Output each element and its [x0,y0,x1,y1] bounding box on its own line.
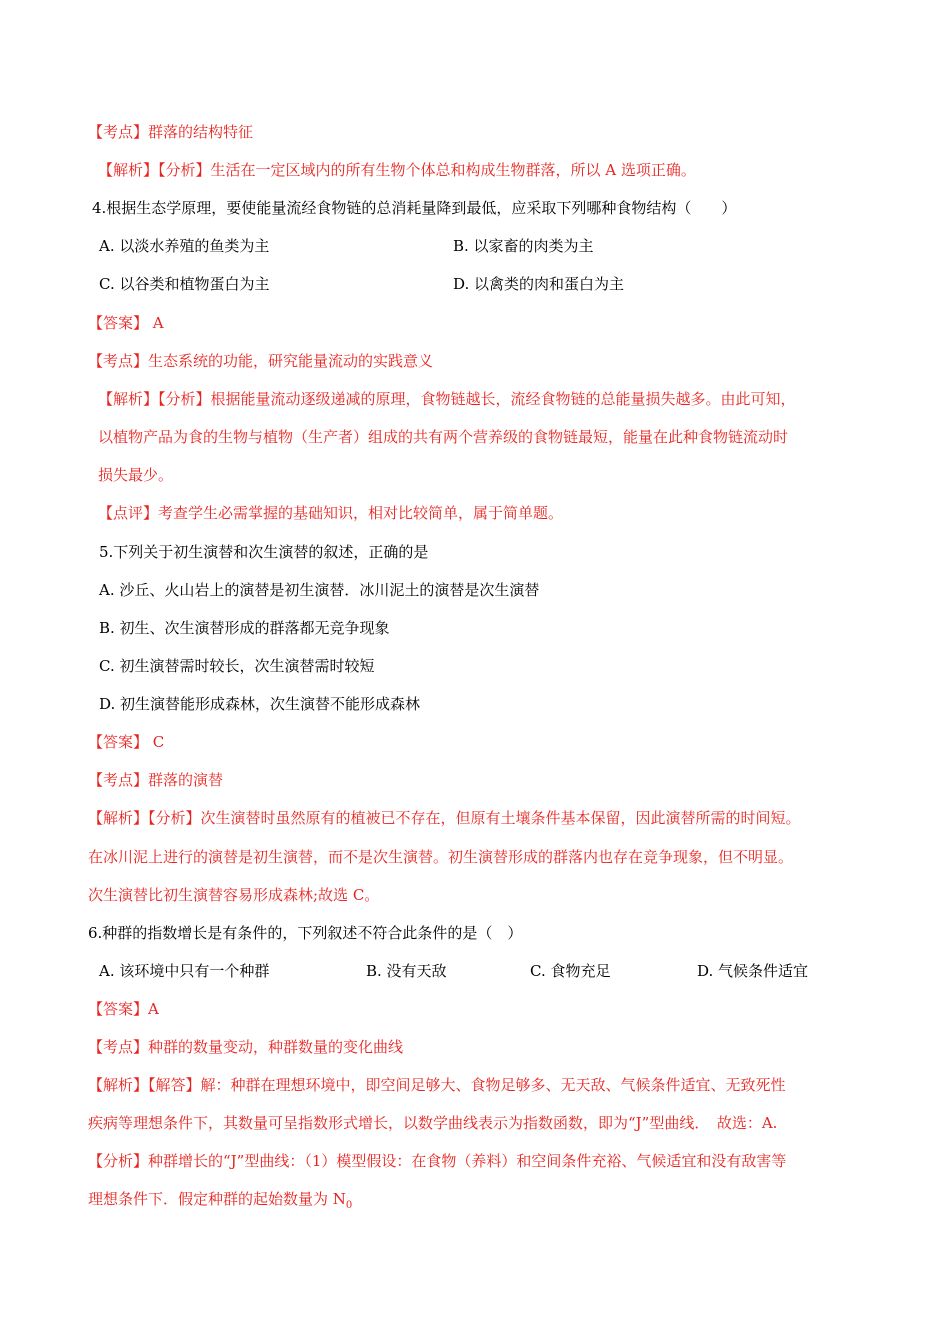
q4-kaodian: 【考点】生态系统的功能，研究能量流动的实践意义 [88,352,434,370]
q6-answer: 【答案】A [88,1000,159,1018]
q6-fenxi-line2-text: 理想条件下．假定种群的起始数量为 N [88,1190,346,1208]
q6-fenxi-line2 [88,1189,352,1216]
q5-jiexi-line3: 次生演替比初生演替容易形成森林;故选 C。 [88,886,380,904]
q5-option-b: B. 初生、次生演替形成的群落都无竞争现象 [99,619,390,637]
q4-jiexi-line2: 以植物产品为食的生物与植物（生产者）组成的共有两个营养级的食物链最短，能量在此种食物链流动时 [98,428,789,446]
q5-jiexi-line1: 【解析】【分析】次生演替时虽然原有的植被已不存在，但原有土壤条件基本保留，因此演替所需的时间短。 [88,809,801,827]
q6-option-c: C. 食物充足 [530,962,611,980]
q4-jiexi-line1: 【解析】【分析】根据能量流动逐级递减的原理，食物链越长，流经食物链的总能量损失越多。由此可知， [98,390,796,408]
q5-jiexi-line2: 在冰川泥上进行的演替是初生演替，而不是次生演替。初生演替形成的群落内也存在竞争现象，但不明显。 [88,848,794,866]
q5-kaodian: 【考点】群落的演替 [88,771,224,789]
q6-fenxi-line1: 【分析】种群增长的“J”型曲线：（1）模型假设：在食物（养料）和空间条件充裕、气候适宜和没有敌害等 [88,1152,787,1170]
q6-option-d: D. 气候条件适宜 [697,962,809,980]
q6-stem: 6.种群的指数增长是有条件的，下列叙述不符合此条件的是（ ） [88,924,523,942]
q4-option-c: C. 以谷类和植物蛋白为主 [99,275,270,293]
q6-jiexi-line2: 疾病等理想条件下，其数量可呈指数形式增长，以数学曲线表示为指数函数，即为“J”型曲线． 故选：A. [88,1114,778,1132]
q6-option-b: B. 没有天敌 [366,962,447,980]
q3-kaodian: 【考点】群落的结构特征 [88,123,254,141]
q5-option-a: A. 沙丘、火山岩上的演替是初生演替．冰川泥土的演替是次生演替 [99,581,540,599]
q5-stem: 5.下列关于初生演替和次生演替的叙述，正确的是 [99,543,429,561]
q4-jiexi-line3: 损失最少。 [98,466,174,484]
q4-dianping: 【点评】考查学生必需掌握的基础知识，相对比较简单，属于简单题。 [98,504,564,522]
q6-kaodian: 【考点】种群的数量变动，种群数量的变化曲线 [88,1038,404,1056]
q6-fenxi-subscript: 0 [345,1200,353,1211]
q4-option-d: D. 以禽类的肉和蛋白为主 [453,275,625,293]
q6-option-a: A. 该环境中只有一个种群 [99,962,270,980]
q5-option-c: C. 初生演替需时较长，次生演替需时较短 [99,657,375,675]
q4-answer: 【答案】 A [88,314,164,332]
q4-stem: 4.根据生态学原理，要使能量流经食物链的总消耗量降到最低，应采取下列哪种食物结构（ ） [92,199,737,217]
q6-jiexi-line1: 【解析】【解答】解：种群在理想环境中，即空间足够大、食物足够多、无天敌、气候条件适宜、无致死性 [88,1076,786,1094]
q5-option-d: D. 初生演替能形成森林，次生演替不能形成森林 [99,695,421,713]
q3-jiexi: 【解析】【分析】生活在一定区域内的所有生物个体总和构成生物群落，所以 A 选项正确。 [98,161,696,179]
q4-option-a: A. 以淡水养殖的鱼类为主 [99,237,270,255]
q5-answer: 【答案】 C [88,733,165,751]
q4-option-b: B. 以家畜的肉类为主 [453,237,594,255]
